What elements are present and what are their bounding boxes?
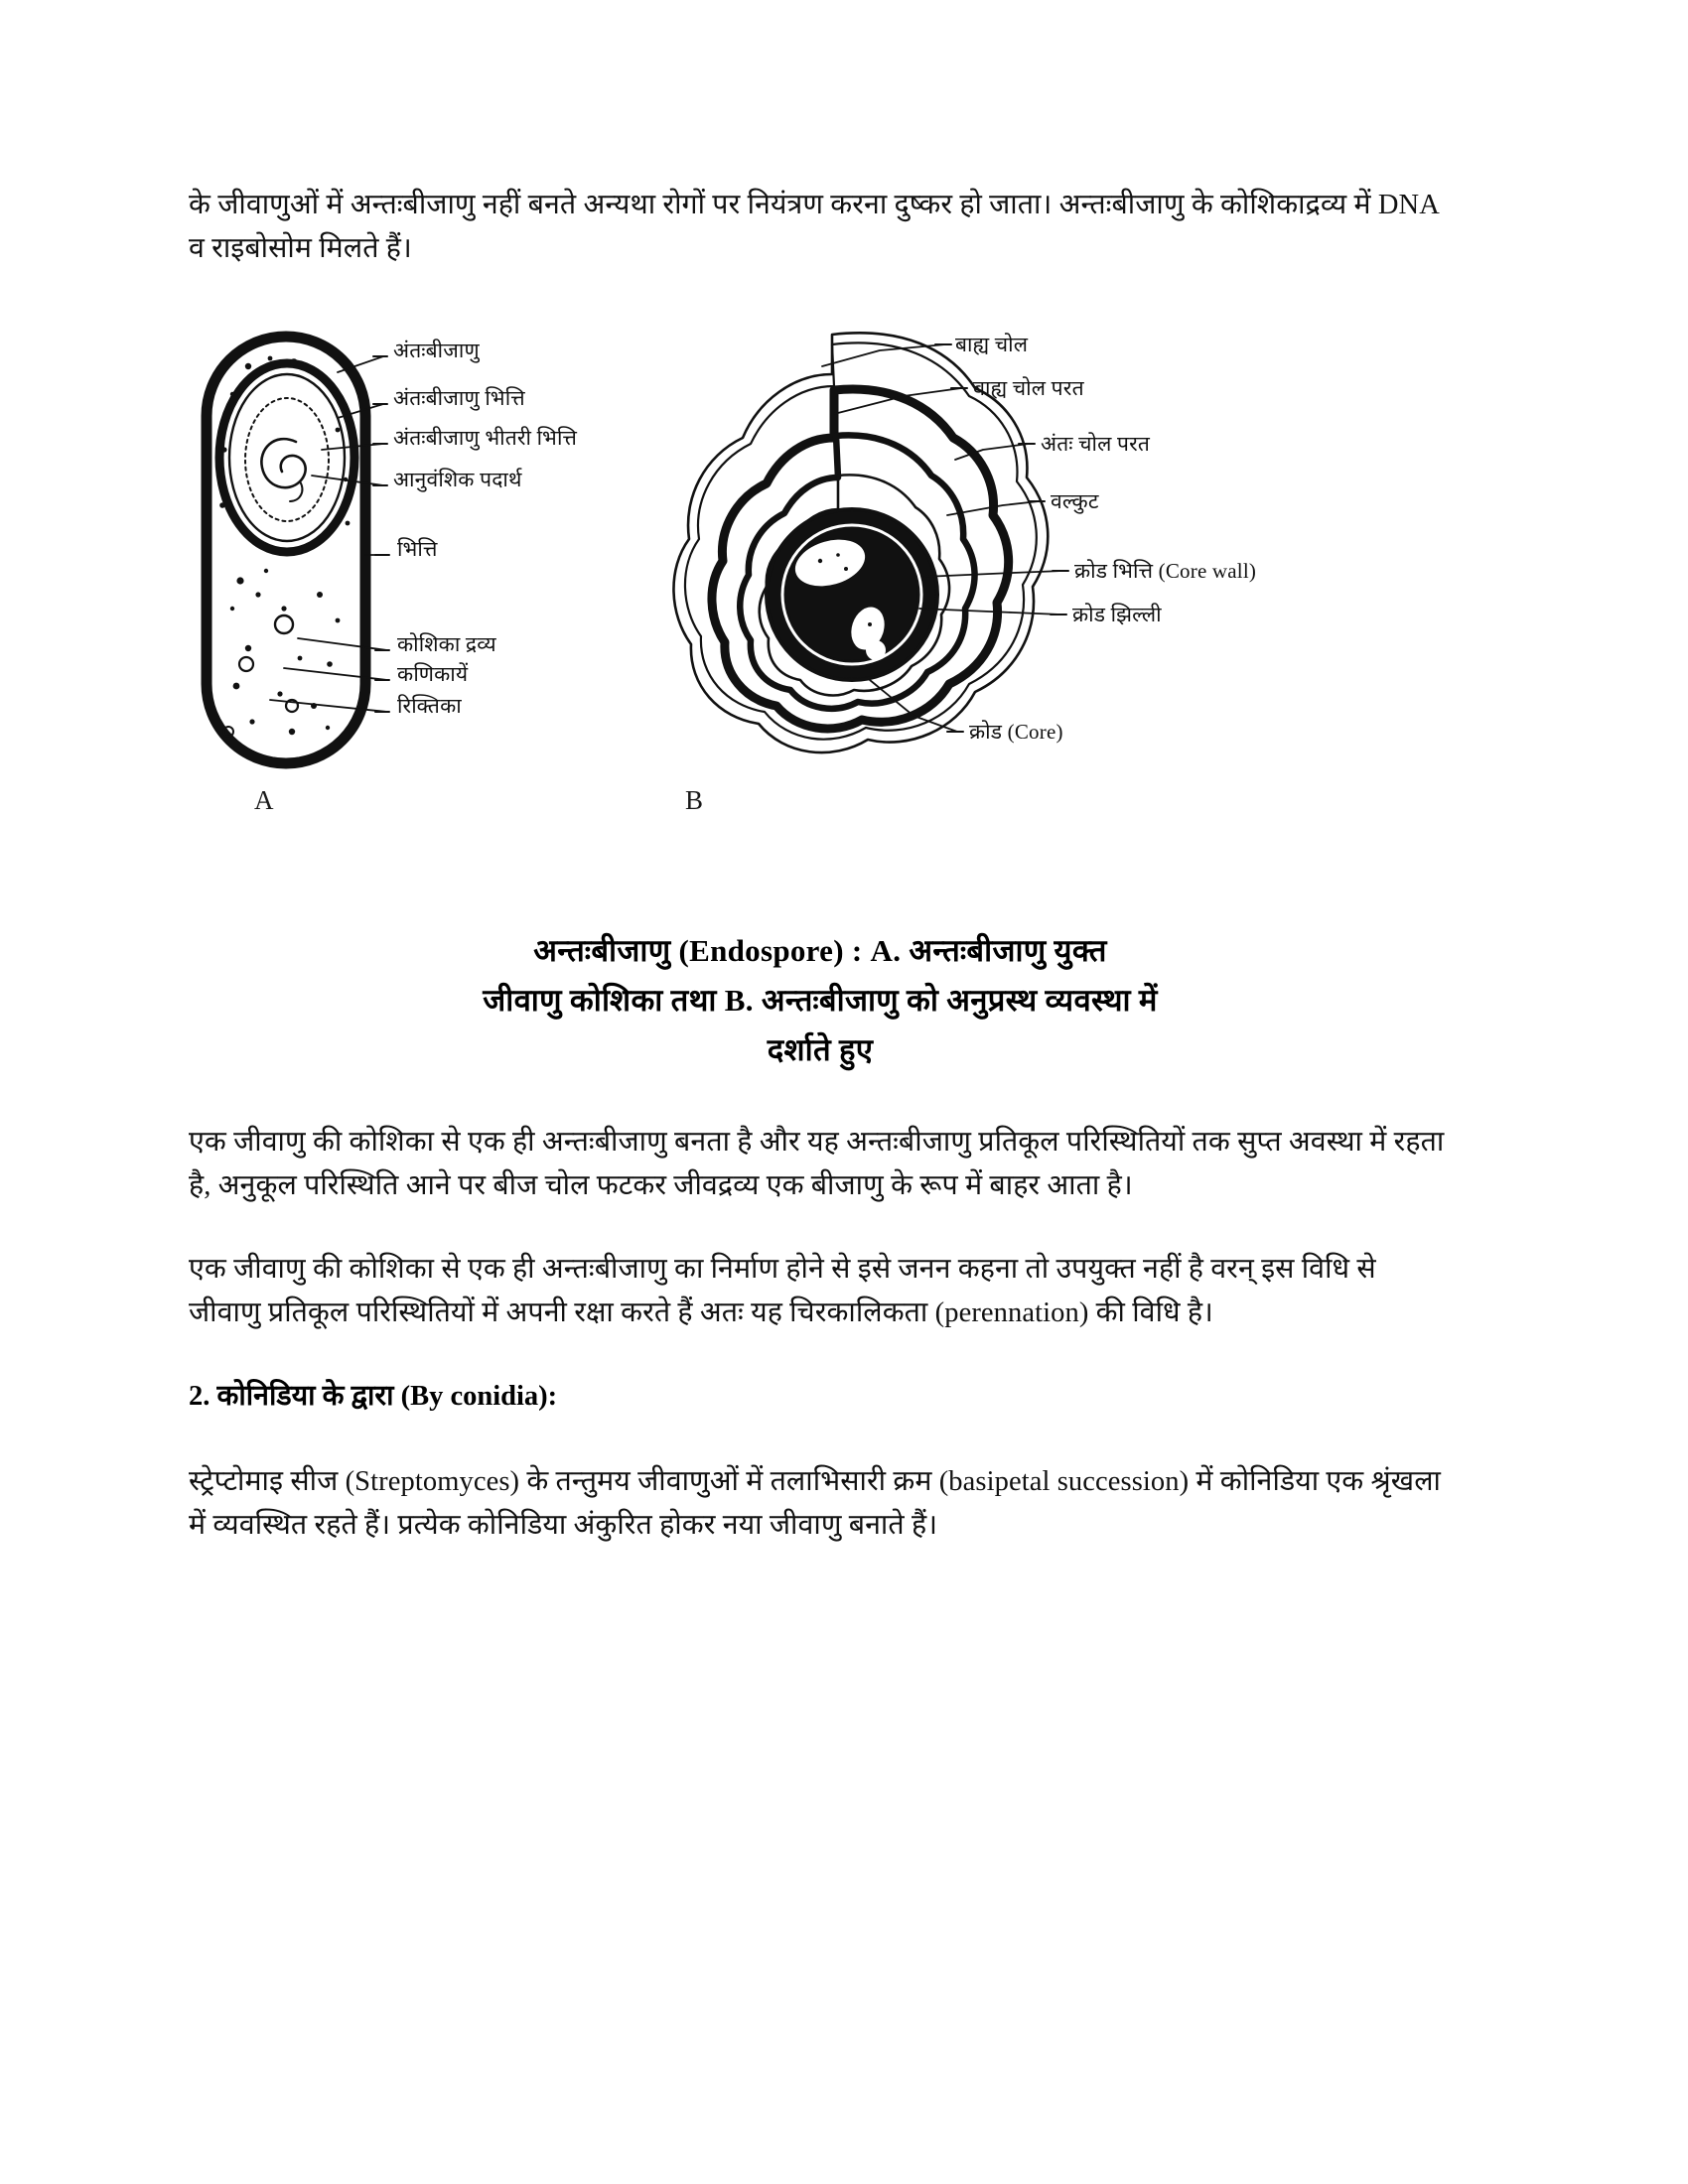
figure-caption-line-1: अन्तःबीजाणु (Endospore) : A. अन्तःबीजाणु युक्त [533,933,1107,968]
label-a-vacuole: रिक्तिका [397,694,462,718]
paragraph-streptomyces: स्ट्रेप्टोमाइ सीज (Streptomyces) के तन्तुमय जीवाणुओं में तलाभिसारी क्रम (basipetal succession) में कोनिडिया एक श्रृंखला में व्यवस्थित रहते हैं। प्रत्येक कोनिडिया अंकुरित होकर नया जीवाणु बनाते हैं। [189,1466,1442,1541]
page-content [189,184,1452,1548]
label-a-endospore-inner-wall: अंतःबीजाणु भीतरी भित्ति [393,426,578,450]
paragraph-perennation: एक जीवाणु की कोशिका से एक ही अन्तःबीजाणु का निर्माण होने से इसे जनन कहना तो उपयुक्त नहीं है वरन् इस विधि से जीवाणु प्रतिकूल परिस्थितियों में अपनी रक्षा करते हैं अतः यह चिरकालिकता (perennation) की विधि है। [189,1254,1376,1328]
figure-caption-line-2: जीवाणु कोशिका तथा B. अन्तःबीजाणु को अनुप्रस्थ व्यवस्था में [483,983,1158,1018]
label-b-outer-coat: बाह्य चोल [955,333,1029,356]
label-a-cytoplasm: कोशिका द्रव्य [397,632,496,656]
figure-letter-b: B [685,785,704,815]
label-a-wall: भित्ति [397,537,438,561]
label-a-granules: कणिकायें [397,662,469,686]
label-b-core-membrane: क्रोड झिल्ली [1072,603,1162,626]
paragraph-endospore-dormancy: एक जीवाणु की कोशिका से एक ही अन्तःबीजाणु बनता है और यह अन्तःबीजाणु प्रतिकूल परिस्थितियों तक सुप्त अवस्था में रहता है, अनुकूल परिस्थिति आने पर बीज चोल फटकर जीवद्रव्य एक बीजाणु के रूप में बाहर आता है। [189,1127,1445,1201]
label-b-outer-coat-layer: बाह्य चोल परत [973,376,1084,400]
figure-caption [189,926,1452,1075]
label-a-endospore-wall: अंतःबीजाणु भित्ति [393,386,525,410]
label-b-core: क्रोड (Core) [969,720,1063,744]
label-a-endospore: अंतःबीजाणु [393,339,480,362]
figure-caption-line-3: दर्शाते हुए [767,1032,874,1067]
paragraph-intro: के जीवाणुओं में अन्तःबीजाणु नहीं बनते अन्यथा रोगों पर नियंत्रण करना दुष्कर हो जाता। अन्तःबीजाणु के कोशिकाद्रव्य में DNA व राइबोसोम मिलते हैं। [189,190,1439,264]
label-b-cortex: वल्कुट [1051,489,1099,513]
label-a-genetic-material: आनुवंशिक पदार्थ [393,468,522,491]
diagram-panel-b-drawing [586,311,1142,916]
label-b-inner-coat-layer: अंतः चोल परत [1041,432,1151,456]
figure-letter-a: A [254,785,274,815]
section-heading-conidia: 2. कोनिडिया के द्वारा (By conidia): [189,1381,558,1412]
label-b-core-wall: क्रोड भित्ति (Core wall) [1074,559,1257,583]
endospore-figure [189,311,1452,916]
